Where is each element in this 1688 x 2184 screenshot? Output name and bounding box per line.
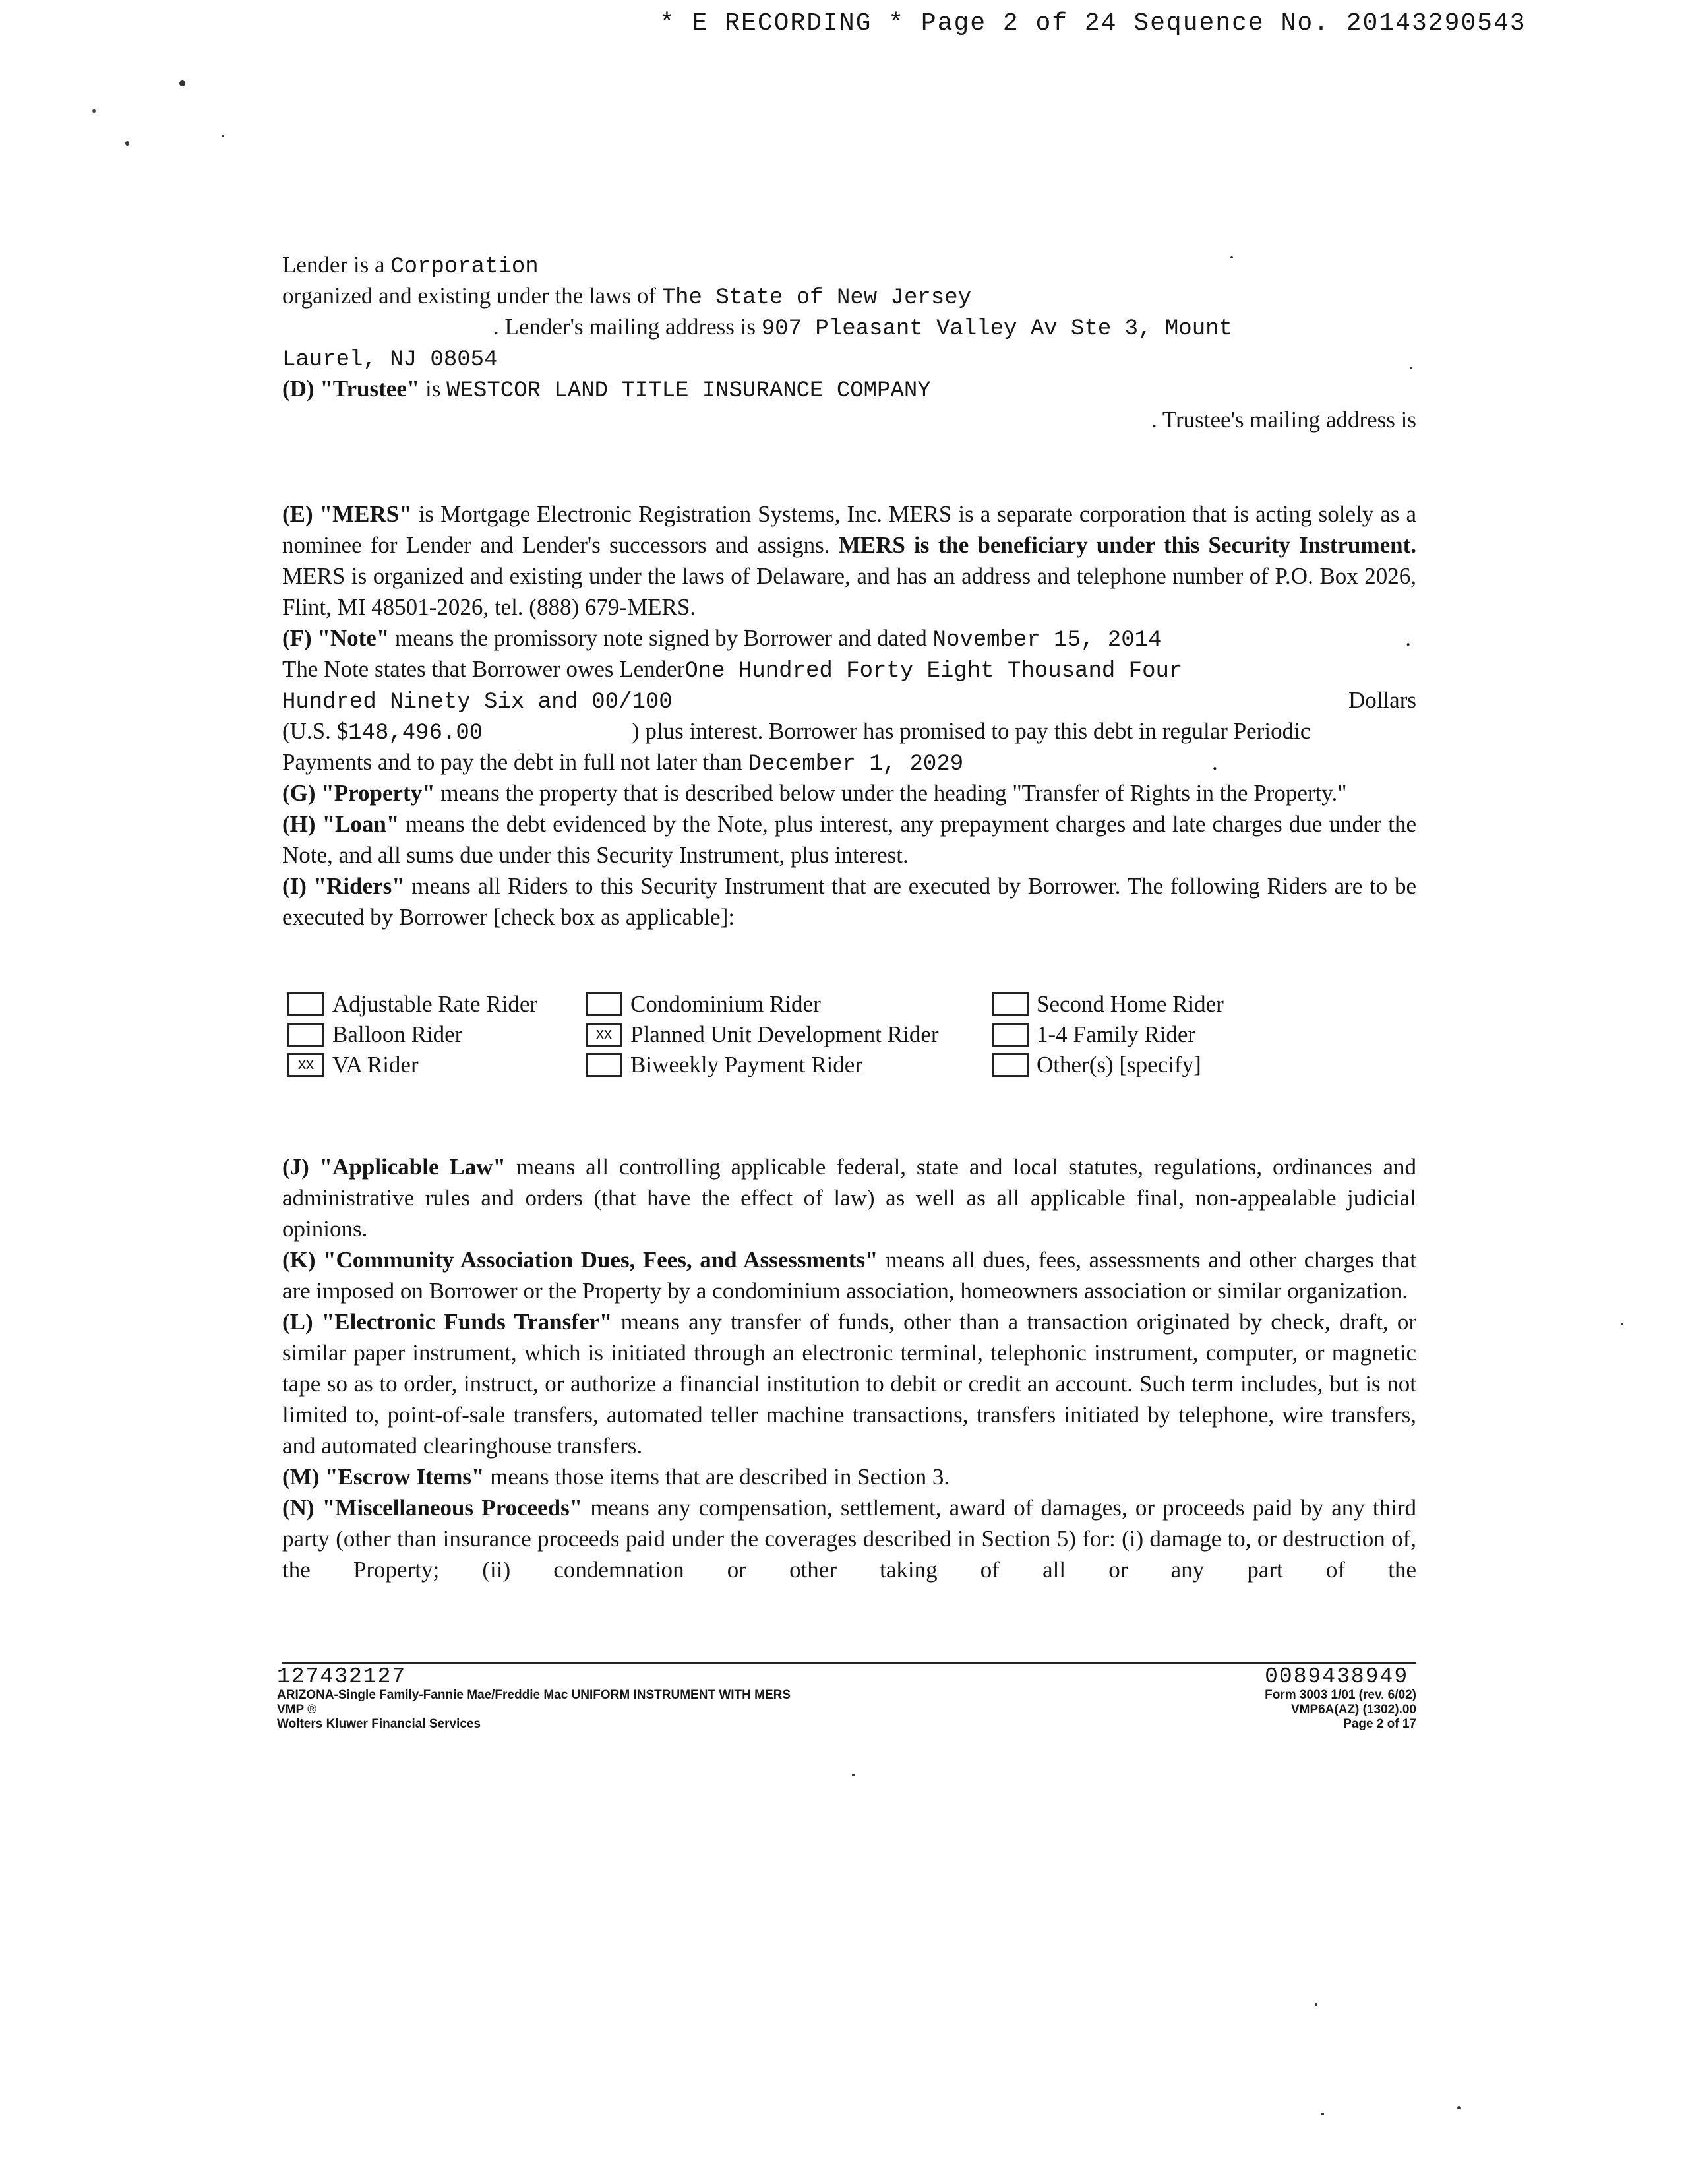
lender-line-1 [282, 249, 1416, 280]
riders-label: (I) "Riders" [282, 873, 405, 899]
rider-condominium[interactable] [586, 989, 821, 1019]
lender-line-2 [282, 280, 1416, 311]
rider-checkbox[interactable] [287, 992, 324, 1016]
rider-adjustable-rate[interactable] [287, 989, 537, 1019]
eft-text: means any transfer of funds, other than a transaction originated by check, draft, or similar paper instrument, which is initiated through an electronic terminal, telephonic instrument, computer, or magnetic tape so as to order, instruct, or authorize a financial institution to debit or credit an account. Such term includes, but is not limited to, point-of-sale transfers, automated teller machine transactions, transfers initiated by telephone, wire transfers, and automated clearinghouse transfers. [282, 1309, 1417, 1459]
rider-checkbox[interactable]: xx [586, 1023, 622, 1046]
loan-text: means the debt evidenced by the Note, plus interest, any prepayment charges and late charges due under the Note, and all sums due under this Security Instrument, plus interest. [282, 811, 1416, 868]
rider-balloon[interactable] [287, 1019, 462, 1050]
scan-speck [92, 109, 96, 113]
rider-label: Condominium Rider [630, 991, 821, 1017]
rider-label: Adjustable Rate Rider [332, 991, 538, 1017]
note-amount-words-1: One Hundred Forty Eight Thousand Four [684, 659, 1183, 684]
mers-beneficiary: MERS is the beneficiary under this Security Instrument. [838, 532, 1417, 558]
lender-address-value: 907 Pleasant Valley Av Ste 3, Mount [761, 317, 1232, 342]
trustee-label: (D) "Trustee" [282, 376, 420, 402]
footer-form-number: Form 3003 1/01 (rev. 6/02) [1265, 1688, 1416, 1702]
scan-speck [1457, 2106, 1461, 2109]
rider-checkbox[interactable]: xx [287, 1053, 324, 1077]
rider-label: VA Rider [332, 1052, 419, 1077]
lender-line-3 [282, 311, 1416, 342]
mers-text: is Mortgage Electronic Registration Systems, Inc. MERS is a separate corporation that is acting solely as a nominee for Lender and Lender's successors and assigns. [282, 501, 1417, 558]
riders-definition [282, 870, 1416, 932]
riders-text: means all Riders to this Security Instrument that are executed by Borrower. The following Riders are to be executed by Borrower [check box as applicable]: [282, 873, 1417, 930]
footer-rule [282, 1662, 1416, 1664]
trustee-line [282, 373, 1416, 404]
scan-speck [222, 135, 224, 137]
eft-definition [282, 1306, 1416, 1461]
rider-second-home[interactable] [992, 989, 1224, 1019]
rider-label: Other(s) [specify] [1037, 1052, 1201, 1077]
applicable-law-text: means all controlling applicable federal, state and local statutes, regulations, ordinances and administrative rules and orders (that have the effect of law) as well as all applicable final, non-appealable judicial opinions. [282, 1154, 1417, 1242]
footer-loan-number: 127432127 [277, 1664, 407, 1689]
lender-section [282, 249, 1416, 435]
rider-checkbox[interactable] [287, 1023, 324, 1046]
footer-publisher: Wolters Kluwer Financial Services [277, 1717, 481, 1731]
community-text: means all dues, fees, assessments and other charges that are imposed on Borrower or the Property by a condominium association, homeowners association or similar organization. [282, 1247, 1416, 1304]
note-line-1: (F) "Note" means the promissory note signed by Borrower and dated November 15, 2014 . [282, 625, 1411, 653]
community-definition [282, 1244, 1416, 1306]
note-owes: The Note states that Borrower owes Lender [282, 656, 685, 682]
rider-checkbox[interactable] [586, 1053, 622, 1077]
community-label: (K) "Community Association Dues, Fees, and Assessments" [282, 1247, 878, 1273]
footer-vmp-code: VMP6A(AZ) (1302).00 [1290, 1703, 1416, 1716]
lender-type-label: Lender is a [282, 252, 385, 278]
note-us-prefix: (U.S. $ [282, 718, 349, 744]
footer-page-number: Page 2 of 17 [1343, 1717, 1416, 1731]
trustee-value: WESTCOR LAND TITLE INSURANCE COMPANY [446, 379, 931, 404]
note-text: means the promissory note signed by Borrower and dated [395, 625, 927, 651]
note-line-5: Payments and to pay the debt in full not later than December 1, 2029 . [282, 749, 1218, 777]
note-dollars: Dollars [1348, 687, 1416, 713]
lender-laws-value: The State of New Jersey [661, 286, 972, 311]
escrow-label: (M) "Escrow Items" [282, 1464, 485, 1490]
rider-label: 1-4 Family Rider [1037, 1021, 1196, 1047]
footer-left [277, 1666, 791, 1732]
misc-text: means any compensation, settlement, award of damages, or proceeds paid by any third party (other than insurance proceeds paid under the coverages described in Section 5) for: (i) damage to, or destruction of, the Property; (ii) condemnation or other taking of all or any part of the [282, 1495, 1416, 1583]
footer-form-title: ARIZONA-Single Family-Fannie Mae/Freddie Mac UNIFORM INSTRUMENT WITH MERS [277, 1688, 791, 1702]
misc-label: (N) "Miscellaneous Proceeds" [282, 1495, 583, 1521]
trustee-is: is [425, 376, 441, 402]
rider-1-4-family[interactable] [992, 1019, 1195, 1050]
eft-label: (L) "Electronic Funds Transfer" [282, 1309, 613, 1335]
note-line-2 [282, 653, 1416, 684]
definitions-upper [282, 499, 1416, 932]
property-definition [282, 777, 1416, 808]
rider-label: Planned Unit Development Rider [630, 1021, 939, 1047]
escrow-definition [282, 1461, 1416, 1492]
loan-definition [282, 808, 1416, 870]
rider-biweekly-payment[interactable] [586, 1050, 862, 1080]
footer-vmp: VMP ® [277, 1703, 317, 1716]
rider-other[interactable] [992, 1050, 1201, 1080]
note-due-date: December 1, 2029 [748, 752, 964, 777]
rider-label: Balloon Rider [332, 1021, 463, 1047]
misc-definition [282, 1492, 1416, 1585]
lender-laws-label: organized and existing under the laws of [282, 283, 656, 309]
trustee-mailing-line [282, 404, 1416, 435]
escrow-text: means those items that are described in Section 3. [490, 1464, 950, 1490]
footer-document-number: 0089438949 [1265, 1664, 1409, 1689]
note-payments: Payments and to pay the debt in full not later than [282, 749, 742, 775]
note-amount: 148,496.00 [348, 721, 483, 746]
scan-speck [1621, 1323, 1623, 1325]
property-label: (G) "Property" [282, 780, 435, 806]
note-amount-words-2: Hundred Ninety Six and 00/100 [282, 690, 673, 715]
rider-checkbox[interactable] [992, 992, 1029, 1016]
loan-label: (H) "Loan" [282, 811, 400, 837]
note-line-3 [282, 684, 1416, 715]
scan-speck [179, 80, 185, 86]
rider-label: Second Home Rider [1037, 991, 1224, 1017]
trustee-mailing: . Trustee's mailing address is [1151, 407, 1416, 433]
definitions-lower [282, 1151, 1416, 1585]
scan-speck [1321, 2113, 1324, 2115]
note-interest: ) plus interest. Borrower has promised to pay this debt in regular Periodic [632, 718, 1311, 744]
mers-label: (E) "MERS" [282, 501, 412, 527]
scan-speck [852, 1774, 855, 1776]
lender-address-city: Laurel, NJ 08054 [282, 348, 498, 373]
rider-va[interactable] [287, 1050, 419, 1080]
rider-planned-unit-development[interactable] [586, 1019, 939, 1050]
scan-speck [1315, 2003, 1317, 2006]
applicable-law-label: (J) "Applicable Law" [282, 1154, 506, 1180]
scan-speck [125, 141, 129, 146]
lender-address-label: . Lender's mailing address is [493, 314, 756, 340]
applicable-law-definition [282, 1151, 1416, 1244]
mers-definition [282, 499, 1416, 622]
note-line-4 [282, 715, 1416, 746]
recording-header: * E RECORDING * Page 2 of 24 Sequence No. 20143290543 [659, 9, 1526, 38]
note-date: November 15, 2014 [932, 628, 1162, 653]
mers-text-2: MERS is organized and existing under the laws of Delaware, and has an address and telephone number of P.O. Box 2026, Flint, MI 48501-2026, tel. (888) 679-MERS. [282, 563, 1416, 620]
rider-checkbox[interactable] [992, 1023, 1029, 1046]
note-label: (F) "Note" [282, 625, 390, 651]
footer-right [1265, 1666, 1416, 1732]
rider-checkbox[interactable] [586, 992, 622, 1016]
lender-line-4 [282, 342, 1416, 373]
rider-label: Biweekly Payment Rider [630, 1052, 862, 1077]
property-text: means the property that is described below under the heading "Transfer of Rights in the Property." [440, 780, 1347, 806]
lender-type-value: Corporation [390, 255, 539, 280]
rider-checkbox[interactable] [992, 1053, 1029, 1077]
